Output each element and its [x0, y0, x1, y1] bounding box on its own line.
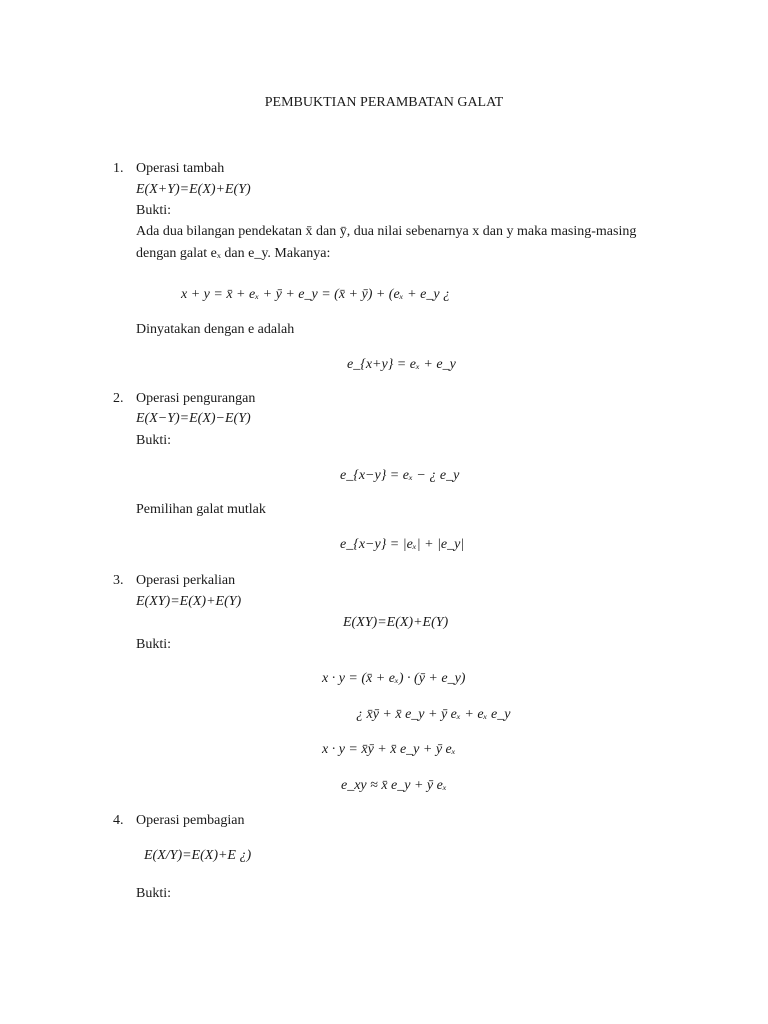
section-3-number: 3.: [113, 573, 124, 588]
section-2-rule: E(X−Y)=E(X)−E(Y): [136, 411, 251, 426]
section-3-heading: Operasi perkalian: [136, 573, 236, 588]
section-3-bukti: Bukti:: [136, 637, 172, 652]
section-1-main-equation: x + y = x̄ + eₓ + ȳ + e_y = (x̄ + ȳ) + (eₓ + e_y ¿: [181, 287, 451, 302]
section-4-number: 4.: [113, 813, 124, 828]
section-1-bukti: Bukti:: [136, 203, 172, 218]
section-1-number: 1.: [113, 161, 124, 176]
section-2-absolute-error-label: Pemilihan galat mutlak: [136, 502, 266, 517]
section-2-equation-1: e_{x−y} = eₓ − ¿ e_y: [340, 468, 460, 483]
section-1-heading: Operasi tambah: [136, 161, 225, 176]
page-title: PEMBUKTIAN PERAMBATAN GALAT: [264, 95, 504, 110]
section-3-rule: E(XY)=E(X)+E(Y): [136, 594, 242, 609]
section-2-number: 2.: [113, 391, 124, 406]
section-4-bukti: Bukti:: [136, 886, 172, 901]
section-2-bukti: Bukti:: [136, 433, 172, 448]
section-1-stated-label: Dinyatakan dengan e adalah: [136, 322, 295, 337]
section-3-equation-2: ¿ x̄ȳ + x̄ e_y + ȳ eₓ + eₓ e_y: [356, 707, 511, 722]
section-1-result-equation: e_{x+y} = eₓ + e_y: [347, 357, 456, 372]
section-3-equation-1: x · y = (x̄ + eₓ) · (ȳ + e_y): [322, 671, 466, 686]
section-1-paragraph-line-2: dengan galat eₓ dan e_y. Makanya:: [136, 246, 331, 261]
section-1-paragraph-line-1: Ada dua bilangan pendekatan x̄ dan ȳ, dua nilai sebenarnya x dan y maka masing-masing: [136, 224, 637, 239]
section-3-equation-4: e_xy ≈ x̄ e_y + ȳ eₓ: [341, 778, 447, 793]
section-3-rule-centered: E(XY)=E(X)+E(Y): [343, 615, 449, 630]
section-4-heading: Operasi pembagian: [136, 813, 245, 828]
section-2-heading: Operasi pengurangan: [136, 391, 256, 406]
section-1-rule: E(X+Y)=E(X)+E(Y): [136, 182, 251, 197]
section-2-equation-2: e_{x−y} = |eₓ| + |e_y|: [340, 537, 465, 552]
section-3-equation-3: x · y = x̄ȳ + x̄ e_y + ȳ eₓ: [322, 742, 456, 757]
section-4-rule: E(X/Y)=E(X)+E ¿): [144, 848, 252, 863]
